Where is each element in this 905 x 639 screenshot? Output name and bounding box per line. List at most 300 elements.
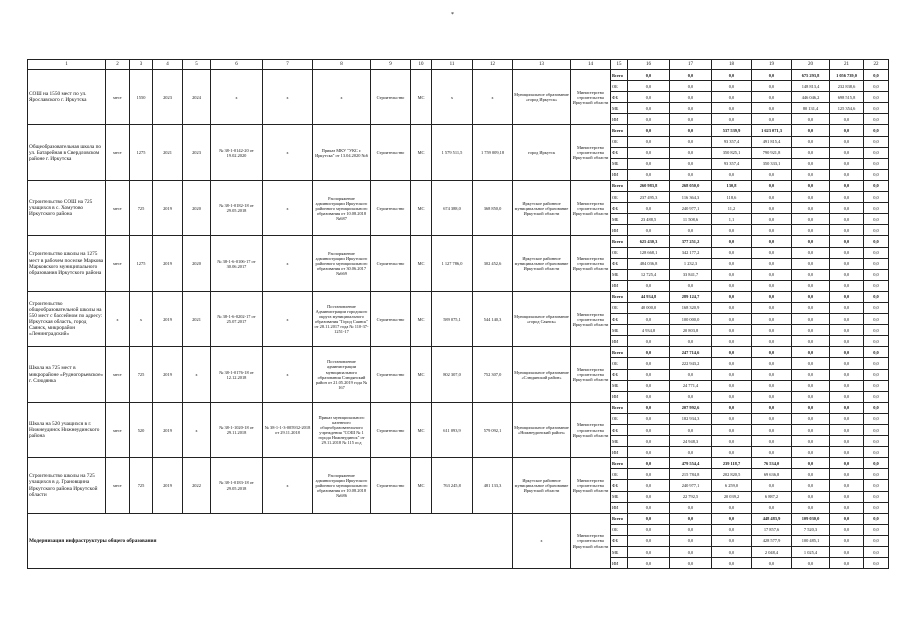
amount-cell: 0,0 xyxy=(712,547,752,558)
amount-cell: 0,0 xyxy=(864,425,889,436)
amount-cell: 0,0 xyxy=(752,314,792,325)
amount-cell: 0,0 xyxy=(830,402,864,413)
fund-source-label: ФБ xyxy=(611,535,628,546)
amount-cell: 0,0 xyxy=(864,258,889,269)
amount-cell: 0,0 xyxy=(712,513,752,524)
amount-cell: 0,0 xyxy=(628,391,670,402)
end-year-cell: x xyxy=(183,402,211,457)
fund-source-label: МБ xyxy=(611,436,628,447)
amount-cell: 2 048,4 xyxy=(752,547,792,558)
amount-cell: 0,0 xyxy=(752,447,792,458)
remaining-cost-cell: 544 140,3 xyxy=(473,291,513,346)
customer-cell: Иркутское районное муниципальное образование Иркутской области xyxy=(513,458,571,513)
project-row xyxy=(28,402,889,413)
fund-source-label: МБ xyxy=(611,214,628,225)
amount-cell: 0,0 xyxy=(712,558,752,569)
amount-cell: 0,0 xyxy=(792,502,830,513)
amount-cell: 0,0 xyxy=(752,81,792,92)
amount-cell: 0,0 xyxy=(752,236,792,247)
amount-cell: 0,0 xyxy=(712,81,752,92)
amount-cell: 0,0 xyxy=(792,225,830,236)
expertise-doc-cell: № 38-1-1020-18 от 29.11.2018 xyxy=(211,402,263,457)
amount-cell: 0,0 xyxy=(712,413,752,424)
start-year-cell: 2019 xyxy=(153,291,183,346)
customer-cell: Муниципальное образование «город Саянск» xyxy=(513,291,571,346)
amount-cell: 0,0 xyxy=(628,147,670,158)
fund-source-label: ИИ xyxy=(611,336,628,347)
ministry-cell: Министерство строительства Иркутской области xyxy=(571,291,611,346)
amount-cell: 0,0 xyxy=(864,81,889,92)
amount-cell: 0,0 xyxy=(712,291,752,302)
amount-cell: 0,0 xyxy=(628,413,670,424)
amount-cell: 0,0 xyxy=(864,458,889,469)
amount-cell: 168 320,9 xyxy=(670,302,712,313)
capacity-cell: 725 xyxy=(130,458,153,513)
amount-cell: 0,0 xyxy=(752,369,792,380)
amount-cell: 0,0 xyxy=(864,192,889,203)
fund-source-label: ФБ xyxy=(611,258,628,269)
start-year-cell: 2019 xyxy=(153,347,183,402)
amount-cell: 260 983,8 xyxy=(628,180,670,191)
amount-cell: 232 838,6 xyxy=(830,81,864,92)
unit-cell: мест xyxy=(106,180,130,235)
start-year-cell: 2021 xyxy=(153,125,183,180)
amount-cell: 0,0 xyxy=(752,269,792,280)
amount-cell: 76 534,0 xyxy=(752,458,792,469)
amount-cell: 0,0 xyxy=(712,103,752,114)
decision-cell: Распоряжение администрации Иркутского районного муниципального образования от 30.06.2017 №669 xyxy=(313,236,371,291)
estimate-cost-cell: 763 245,8 xyxy=(432,458,473,513)
expertise-cell: x xyxy=(263,125,313,180)
amount-cell: 1 056 739,0 xyxy=(830,70,864,81)
fund-source-label: ФБ xyxy=(611,147,628,158)
amount-cell: 0,0 xyxy=(712,114,752,125)
capacity-cell: 725 xyxy=(130,180,153,235)
amount-cell: 0,0 xyxy=(830,114,864,125)
amount-cell: 0,0 xyxy=(830,524,864,535)
project-name: Общеобразовательная школа по ул. Батарейная в Свердловском районе г. Иркутска xyxy=(28,125,106,180)
column-number: 11 xyxy=(432,60,473,70)
column-number: 18 xyxy=(712,60,752,70)
amount-cell: 100 485,1 xyxy=(792,535,830,546)
amount-cell: 0,0 xyxy=(864,369,889,380)
amount-cell: 0,0 xyxy=(628,114,670,125)
expertise-cell: x xyxy=(263,291,313,346)
decision-cell: Распоряжение администрации Иркутского районного муниципального образования от 10.08.2018 №686 xyxy=(313,458,371,513)
amount-cell: 0,0 xyxy=(752,203,792,214)
project-name: Строительство школы на 1275 мест в рабочем поселке Маркова Марковского муниципального образования Иркутского района xyxy=(28,236,106,291)
project-name: Строительство СОШ на 725 учащихся в с. Хомутово Иркутского района xyxy=(28,180,106,235)
ownership-cell: МС xyxy=(411,70,432,125)
amount-cell: 0,0 xyxy=(628,347,670,358)
amount-cell: 0,0 xyxy=(864,491,889,502)
amount-cell: 0,0 xyxy=(712,447,752,458)
amount-cell: 289 124,7 xyxy=(670,291,712,302)
amount-cell: 0,0 xyxy=(864,280,889,291)
amount-cell: 0,0 xyxy=(792,436,830,447)
amount-cell: 0,0 xyxy=(670,136,712,147)
decision-cell: Приказ муниципального казенного общеобразовательного учреждения "СОШ № 1 города Нижнеудинск" от 29.11.2018 № 115 осд xyxy=(313,402,371,457)
amount-cell: 0,0 xyxy=(864,413,889,424)
amount-cell: 0,0 xyxy=(792,391,830,402)
expertise-doc-cell: № 38-1-0142-20 от 19.02.2020 xyxy=(211,125,263,180)
end-year-cell: 2020 xyxy=(183,180,211,235)
amount-cell: 93 357,4 xyxy=(712,136,752,147)
amount-cell: 350 825,1 xyxy=(712,147,752,158)
amount-cell: 0,0 xyxy=(712,369,752,380)
ownership-cell: МС xyxy=(411,291,432,346)
amount-cell: 0,0 xyxy=(864,92,889,103)
amount-cell: 0,0 xyxy=(628,125,670,136)
amount-cell: 0,0 xyxy=(864,114,889,125)
amount-cell: 202 820,5 xyxy=(712,469,752,480)
amount-cell: 0,0 xyxy=(864,302,889,313)
start-year-cell: 2019 xyxy=(153,236,183,291)
amount-cell: 0,0 xyxy=(792,402,830,413)
estimate-cost-cell: 1 127 786,0 xyxy=(432,236,473,291)
expertise-cell: № 38-1-1-3-005932-2018 от 29.11.2018 xyxy=(263,402,313,457)
amount-cell: 0,0 xyxy=(628,491,670,502)
amount-cell: 100 000,0 xyxy=(670,314,712,325)
amount-cell: 1,1 xyxy=(712,214,752,225)
amount-cell: 0,0 xyxy=(712,502,752,513)
column-number: 5 xyxy=(183,60,211,70)
ministry-cell: Министерство строительства Иркутской области xyxy=(571,125,611,180)
amount-cell: 0,0 xyxy=(792,325,830,336)
fund-source-label: ОБ xyxy=(611,469,628,480)
amount-cell: 0,0 xyxy=(792,169,830,180)
amount-cell: 80 131,4 xyxy=(792,103,830,114)
amount-cell: 0,0 xyxy=(712,269,752,280)
amount-cell: 22 792,5 xyxy=(670,491,712,502)
end-year-cell: 2024 xyxy=(183,70,211,125)
amount-cell: 0,0 xyxy=(830,258,864,269)
amount-cell: 182 934,3 xyxy=(670,413,712,424)
unit-cell: мест xyxy=(106,402,130,457)
customer-cell: Иркутское районное муниципальное образование Иркутской области xyxy=(513,180,571,235)
ownership-cell: МС xyxy=(411,402,432,457)
unit-cell: мест xyxy=(106,125,130,180)
amount-cell: 0,0 xyxy=(752,502,792,513)
amount-cell: 0,0 xyxy=(830,347,864,358)
amount-cell: 247 714,6 xyxy=(670,347,712,358)
amount-cell: 446 046,2 xyxy=(792,92,830,103)
amount-cell: 0,0 xyxy=(830,325,864,336)
amount-cell: 237 495,3 xyxy=(628,192,670,203)
summary-ministry: Министерство строительства Иркутской области xyxy=(571,513,611,568)
column-number: 16 xyxy=(628,60,670,70)
amount-cell: 1 623 071,3 xyxy=(752,125,792,136)
amount-cell: 0,0 xyxy=(792,214,830,225)
amount-cell: 24 771,4 xyxy=(670,380,712,391)
fund-source-label: Всего xyxy=(611,402,628,413)
remaining-cost-cell: 1 759 009,18 xyxy=(473,125,513,180)
amount-cell: 0,0 xyxy=(712,169,752,180)
amount-cell: 0,0 xyxy=(752,480,792,491)
amount-cell: 0,0 xyxy=(830,413,864,424)
amount-cell: 0,0 xyxy=(864,125,889,136)
amount-cell: 0,0 xyxy=(670,169,712,180)
fund-source-label: ОБ xyxy=(611,81,628,92)
amount-cell: 0,0 xyxy=(670,535,712,546)
amount-cell: 0,0 xyxy=(830,302,864,313)
amount-cell: 0,0 xyxy=(628,547,670,558)
unit-cell: мест xyxy=(106,70,130,125)
amount-cell: 0,0 xyxy=(830,169,864,180)
work-type-cell: Строительство xyxy=(371,125,411,180)
amount-cell: 0,0 xyxy=(628,380,670,391)
amount-cell: 0,0 xyxy=(670,81,712,92)
column-number: 12 xyxy=(473,60,513,70)
amount-cell: 0,0 xyxy=(752,258,792,269)
column-number: 8 xyxy=(313,60,371,70)
work-type-cell: Строительство xyxy=(371,180,411,235)
fund-source-label: ОБ xyxy=(611,358,628,369)
start-year-cell: 2019 xyxy=(153,180,183,235)
fund-source-label: ОБ xyxy=(611,302,628,313)
estimate-cost-cell: x xyxy=(432,70,473,125)
amount-cell: 0,0 xyxy=(830,547,864,558)
column-number: 19 xyxy=(752,60,792,70)
fund-source-label: Всего xyxy=(611,125,628,136)
fund-source-label: ФБ xyxy=(611,425,628,436)
amount-cell: 0,0 xyxy=(864,136,889,147)
amount-cell: 0,0 xyxy=(830,558,864,569)
remaining-cost-cell: x xyxy=(473,70,513,125)
fund-source-label: Всего xyxy=(611,458,628,469)
amount-cell: 0,0 xyxy=(712,280,752,291)
amount-cell: 23 488,5 xyxy=(628,214,670,225)
work-type-cell: Строительство xyxy=(371,458,411,513)
amount-cell: 0,0 xyxy=(792,258,830,269)
amount-cell: 0,0 xyxy=(864,247,889,258)
amount-cell: 0,0 xyxy=(792,236,830,247)
fund-source-label: Всего xyxy=(611,347,628,358)
ministry-cell: Министерство строительства Иркутской области xyxy=(571,347,611,402)
expertise-doc-cell: № 38-1-6-0202-17 от 25.07.2017 xyxy=(211,291,263,346)
amount-cell: 342 177,2 xyxy=(670,247,712,258)
amount-cell: 0,0 xyxy=(792,180,830,191)
fund-source-label: ИИ xyxy=(611,225,628,236)
amount-cell: 0,0 xyxy=(792,269,830,280)
amount-cell: 20 039,2 xyxy=(712,491,752,502)
amount-cell: 69 636,8 xyxy=(752,469,792,480)
work-type-cell: Строительство xyxy=(371,402,411,457)
amount-cell: 0,0 xyxy=(628,436,670,447)
estimate-cost-cell: 674 388,0 xyxy=(432,180,473,235)
column-number: 7 xyxy=(263,60,313,70)
amount-cell: 0,0 xyxy=(670,369,712,380)
amount-cell: 109 030,0 xyxy=(792,513,830,524)
ministry-cell: Министерство строительства Иркутской области xyxy=(571,458,611,513)
amount-cell: 148 813,4 xyxy=(792,81,830,92)
capacity-cell: 1275 xyxy=(130,236,153,291)
amount-cell: 0,0 xyxy=(712,535,752,546)
amount-cell: 0,0 xyxy=(628,358,670,369)
estimate-cost-cell: 1 579 511,5 xyxy=(432,125,473,180)
work-type-cell: Строительство xyxy=(371,236,411,291)
column-number: 6 xyxy=(211,60,263,70)
amount-cell: 0,0 xyxy=(792,291,830,302)
amount-cell: 0,0 xyxy=(628,535,670,546)
expertise-cell: x xyxy=(263,458,313,513)
amount-cell: 0,0 xyxy=(830,336,864,347)
customer-cell: Муниципальное образование «Слюдянский район» xyxy=(513,347,571,402)
amount-cell: 0,0 xyxy=(830,480,864,491)
expertise-doc-cell: № 38-1-0182-18 от 29.05.2018 xyxy=(211,180,263,235)
amount-cell: 0,0 xyxy=(752,347,792,358)
amount-cell: 0,0 xyxy=(670,336,712,347)
amount-cell: 0,0 xyxy=(670,158,712,169)
amount-cell: 268 050,0 xyxy=(670,180,712,191)
project-row xyxy=(28,236,889,247)
amount-cell: 0,0 xyxy=(628,225,670,236)
project-row xyxy=(28,180,889,191)
amount-cell: 240 977,1 xyxy=(670,203,712,214)
amount-cell: 0,0 xyxy=(792,336,830,347)
amount-cell: 790 921,8 xyxy=(752,147,792,158)
amount-cell: 0,0 xyxy=(712,325,752,336)
amount-cell: 0,0 xyxy=(628,158,670,169)
amount-cell: 0,0 xyxy=(670,103,712,114)
amount-cell: 0,0 xyxy=(628,136,670,147)
amount-cell: 44 934,8 xyxy=(628,291,670,302)
amount-cell: 0,0 xyxy=(670,558,712,569)
fund-source-label: ИИ xyxy=(611,114,628,125)
remaining-cost-cell: 752 307,0 xyxy=(473,347,513,402)
amount-cell: 0,0 xyxy=(712,347,752,358)
amount-cell: 0,0 xyxy=(792,247,830,258)
estimate-cost-cell: 802 307,0 xyxy=(432,347,473,402)
estimate-cost-cell: 589 075,1 xyxy=(432,291,473,346)
amount-cell: 0,0 xyxy=(752,391,792,402)
fund-source-label: Всего xyxy=(611,291,628,302)
end-year-cell: 2022 xyxy=(183,458,211,513)
amount-cell: 0,0 xyxy=(628,469,670,480)
fund-source-label: МБ xyxy=(611,491,628,502)
fund-source-label: МБ xyxy=(611,158,628,169)
fund-source-label: ИИ xyxy=(611,280,628,291)
capacity-cell: 725 xyxy=(130,347,153,402)
amount-cell: 0,0 xyxy=(712,402,752,413)
ownership-cell: МС xyxy=(411,236,432,291)
amount-cell: 0,0 xyxy=(830,147,864,158)
amount-cell: 0,0 xyxy=(752,180,792,191)
expertise-doc-cell: № 38-1-6-0106-17 от 30.06.2017 xyxy=(211,236,263,291)
amount-cell: 0,0 xyxy=(864,325,889,336)
project-name: СОШ на 1550 мест по ул. Ярославского г. Иркутска xyxy=(28,70,106,125)
expertise-cell: x xyxy=(263,236,313,291)
fund-source-label: МБ xyxy=(611,547,628,558)
amount-cell: 0,0 xyxy=(628,524,670,535)
amount-cell: 0,0 xyxy=(712,70,752,81)
amount-cell: 0,0 xyxy=(792,558,830,569)
amount-cell: 0,0 xyxy=(830,491,864,502)
amount-cell: 0,0 xyxy=(792,491,830,502)
amount-cell: 4 934,8 xyxy=(628,325,670,336)
summary-name: Модернизация инфраструктуры общего образования xyxy=(28,513,513,568)
funding-table xyxy=(27,59,889,569)
column-number: 1 xyxy=(28,60,106,70)
amount-cell: 0,0 xyxy=(830,280,864,291)
expertise-cell: x xyxy=(263,180,313,235)
ministry-cell: Министерство строительства Иркутской области xyxy=(571,236,611,291)
decision-cell: Распоряжение администрации Иркутского районного муниципального образования от 10.08.2018 №687 xyxy=(313,180,371,235)
amount-cell: 0,0 xyxy=(864,524,889,535)
amount-cell: 0,0 xyxy=(628,513,670,524)
amount-cell: 0,0 xyxy=(670,92,712,103)
amount-cell: 0,0 xyxy=(670,447,712,458)
amount-cell: 0,0 xyxy=(792,280,830,291)
ministry-cell: Министерство строительства Иркутской области xyxy=(571,402,611,457)
amount-cell: 7 520,3 xyxy=(792,524,830,535)
ownership-cell: МС xyxy=(411,347,432,402)
amount-cell: 0,0 xyxy=(628,169,670,180)
amount-cell: 0,0 xyxy=(864,402,889,413)
amount-cell: 0,0 xyxy=(864,180,889,191)
amount-cell: 0,0 xyxy=(670,225,712,236)
start-year-cell: 2019 xyxy=(153,458,183,513)
amount-cell: 125 354,6 xyxy=(830,103,864,114)
amount-cell: 239 118,7 xyxy=(712,458,752,469)
amount-cell: 0,0 xyxy=(752,114,792,125)
amount-cell: 0,0 xyxy=(628,70,670,81)
amount-cell: 0,0 xyxy=(830,447,864,458)
amount-cell: 0,0 xyxy=(864,225,889,236)
amount-cell: 0,0 xyxy=(792,136,830,147)
column-number: 22 xyxy=(864,60,889,70)
amount-cell: 0,0 xyxy=(830,180,864,191)
amount-cell: 0,0 xyxy=(864,447,889,458)
amount-cell: 0,0 xyxy=(670,280,712,291)
fund-source-label: Всего xyxy=(611,236,628,247)
column-number: 14 xyxy=(571,60,611,70)
amount-cell: 0,0 xyxy=(830,236,864,247)
amount-cell: 0,0 xyxy=(752,380,792,391)
ownership-cell: МС xyxy=(411,180,432,235)
expertise-doc-cell: № 38-1-0183-18 от 29.05.2018 xyxy=(211,458,263,513)
column-number: 15 xyxy=(611,60,628,70)
ownership-cell: МС xyxy=(411,458,432,513)
amount-cell: 0,0 xyxy=(864,314,889,325)
fund-source-label: ИИ xyxy=(611,558,628,569)
amount-cell: 130,8 xyxy=(712,180,752,191)
amount-cell: 0,0 xyxy=(864,436,889,447)
amount-cell: 0,0 xyxy=(830,136,864,147)
amount-cell: 0,0 xyxy=(670,391,712,402)
amount-cell: 0,0 xyxy=(830,214,864,225)
project-row xyxy=(28,291,889,302)
header-row xyxy=(28,60,889,70)
amount-cell: 0,0 xyxy=(712,314,752,325)
amount-cell: 0,0 xyxy=(712,247,752,258)
amount-cell: 0,0 xyxy=(864,469,889,480)
expertise-doc-cell: № 38-1-0176-18 от 12.12.2018 xyxy=(211,347,263,402)
amount-cell: 484 036,8 xyxy=(628,258,670,269)
amount-cell: 0,0 xyxy=(670,70,712,81)
amount-cell: 0,0 xyxy=(670,125,712,136)
decision-cell: Постановление администрации муниципального образования Слюдянский район от 21.05.2019 года № 167 xyxy=(313,347,371,402)
amount-cell: 0,0 xyxy=(830,314,864,325)
amount-cell: 6 259,0 xyxy=(712,480,752,491)
amount-cell: 0,0 xyxy=(628,280,670,291)
project-row xyxy=(28,347,889,358)
amount-cell: 24 948,3 xyxy=(670,436,712,447)
summary-customer: x xyxy=(513,513,571,568)
amount-cell: 0,0 xyxy=(792,314,830,325)
amount-cell: 0,0 xyxy=(830,158,864,169)
capacity-cell: 1275 xyxy=(130,125,153,180)
